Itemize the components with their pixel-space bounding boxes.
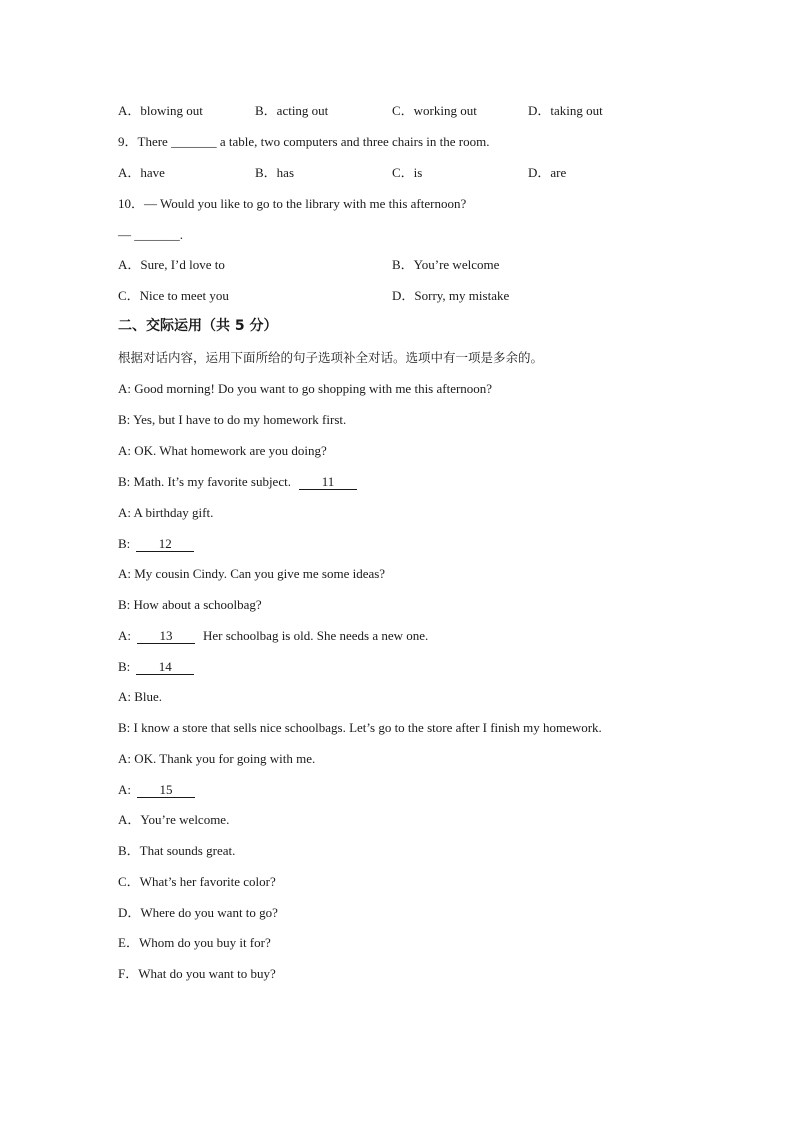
dialogue-text: Good morning! Do you want to go shopping with me this afternoon? bbox=[134, 381, 493, 396]
option-text: taking out bbox=[550, 103, 603, 118]
option-letter: A． bbox=[118, 812, 141, 827]
section-heading: 二、交际运用（共 5 分） bbox=[118, 318, 278, 334]
option-letter: E． bbox=[118, 935, 139, 950]
dialogue-line bbox=[118, 412, 346, 428]
option-text: That sounds great. bbox=[139, 843, 236, 858]
speaker: B: bbox=[118, 536, 131, 551]
option-text: Whom do you buy it for? bbox=[138, 935, 271, 950]
q9-blank[interactable]: _______ bbox=[171, 134, 217, 149]
q9-suffix: a table, two computers and three chairs in the room. bbox=[219, 134, 490, 149]
option-text: You’re welcome bbox=[413, 257, 500, 272]
option-text: Sure, I’d love to bbox=[140, 257, 225, 272]
speaker: A: bbox=[118, 782, 131, 797]
dialogue-line bbox=[118, 443, 327, 459]
option-text: are bbox=[550, 165, 567, 180]
option-text: Where do you want to go? bbox=[140, 905, 278, 920]
dialogue-text: OK. What homework are you doing? bbox=[134, 443, 327, 458]
choice-option-d[interactable] bbox=[118, 905, 278, 921]
speaker: A: bbox=[118, 443, 131, 458]
option-letter: B． bbox=[118, 843, 140, 858]
option-text: What’s her favorite color? bbox=[139, 874, 276, 889]
section-instruction: 根据对话内容，运用下面所给的句子选项补全对话。选项中有一项是多余的。 bbox=[118, 350, 544, 365]
option-letter: D． bbox=[528, 103, 551, 118]
dialogue-line bbox=[118, 566, 385, 582]
dialogue-text: Math. It’s my favorite subject. bbox=[133, 474, 291, 489]
dialogue-line bbox=[118, 505, 213, 521]
answer-blank-11[interactable]: 11 bbox=[299, 475, 357, 490]
dialogue-line bbox=[118, 536, 194, 552]
option-letter: C． bbox=[392, 165, 414, 180]
option-text: working out bbox=[413, 103, 477, 118]
dialogue-line bbox=[118, 659, 194, 675]
q8-option-c[interactable] bbox=[392, 103, 477, 119]
choice-option-b[interactable] bbox=[118, 843, 235, 859]
answer-blank-13[interactable]: 13 bbox=[137, 629, 195, 644]
option-letter: D． bbox=[392, 288, 415, 303]
speaker: A: bbox=[118, 628, 131, 643]
option-text: have bbox=[140, 165, 165, 180]
q8-option-b[interactable] bbox=[255, 103, 328, 119]
choice-option-c[interactable] bbox=[118, 874, 276, 890]
option-text: acting out bbox=[276, 103, 329, 118]
dialogue-text: How about a schoolbag? bbox=[133, 597, 262, 612]
speaker: B: bbox=[118, 659, 131, 674]
option-text: has bbox=[276, 165, 295, 180]
dialogue-text: Her schoolbag is old. She needs a new one. bbox=[203, 628, 429, 643]
speaker: B: bbox=[118, 720, 131, 735]
speaker: B: bbox=[118, 597, 131, 612]
option-letter: D． bbox=[118, 905, 141, 920]
choice-option-a[interactable] bbox=[118, 812, 229, 828]
dialogue-text: I know a store that sells nice schoolbags. Let’s go to the store after I finish my homework. bbox=[133, 720, 602, 735]
dialogue-line bbox=[118, 628, 428, 644]
q10-option-a[interactable] bbox=[118, 257, 225, 273]
option-letter: B． bbox=[255, 103, 277, 118]
choice-option-f[interactable] bbox=[118, 966, 276, 982]
q9-option-d[interactable] bbox=[528, 165, 566, 181]
option-letter: A． bbox=[118, 103, 141, 118]
option-letter: C． bbox=[118, 874, 140, 889]
q9-prefix: 9．There bbox=[118, 134, 168, 149]
dialogue-line bbox=[118, 751, 315, 767]
dialogue-text: Yes, but I have to do my homework first. bbox=[133, 412, 347, 427]
q9-option-a[interactable] bbox=[118, 165, 165, 181]
option-text: You’re welcome. bbox=[140, 812, 230, 827]
speaker: B: bbox=[118, 474, 131, 489]
option-letter: C． bbox=[118, 288, 140, 303]
speaker: A: bbox=[118, 751, 131, 766]
dialogue-line bbox=[118, 597, 262, 613]
option-letter: A． bbox=[118, 165, 141, 180]
dialogue-line bbox=[118, 720, 602, 736]
option-letter: D． bbox=[528, 165, 551, 180]
answer-blank-15[interactable]: 15 bbox=[137, 783, 195, 798]
speaker: A: bbox=[118, 381, 131, 396]
q9-option-b[interactable] bbox=[255, 165, 294, 181]
speaker: A: bbox=[118, 566, 131, 581]
option-text: Sorry, my mistake bbox=[414, 288, 510, 303]
dialogue-text: Blue. bbox=[134, 689, 163, 704]
dialogue-line bbox=[118, 782, 195, 798]
dialogue-line bbox=[118, 474, 357, 490]
q8-option-d[interactable] bbox=[528, 103, 603, 119]
speaker: A: bbox=[118, 505, 131, 520]
choice-option-e[interactable] bbox=[118, 935, 271, 951]
option-letter: C． bbox=[392, 103, 414, 118]
option-letter: A． bbox=[118, 257, 141, 272]
option-text: What do you want to buy? bbox=[138, 966, 276, 981]
q10-option-b[interactable] bbox=[392, 257, 499, 273]
dialogue-line bbox=[118, 689, 162, 705]
answer-blank-14[interactable]: 14 bbox=[136, 660, 194, 675]
dialogue-text: My cousin Cindy. Can you give me some ideas? bbox=[134, 566, 386, 581]
speaker: A: bbox=[118, 689, 131, 704]
q9-option-c[interactable] bbox=[392, 165, 422, 181]
dialogue-line bbox=[118, 381, 492, 397]
q10-stem: 10．— Would you like to go to the library with me this afternoon? bbox=[118, 196, 467, 211]
q10-option-c[interactable] bbox=[118, 288, 229, 304]
q10-option-d[interactable] bbox=[392, 288, 509, 304]
option-text: is bbox=[413, 165, 423, 180]
option-letter: F． bbox=[118, 966, 139, 981]
dialogue-text: OK. Thank you for going with me. bbox=[134, 751, 316, 766]
q9-stem bbox=[118, 134, 489, 150]
option-letter: B． bbox=[392, 257, 414, 272]
q10-reply[interactable]: — _______. bbox=[118, 227, 183, 242]
q8-option-a[interactable] bbox=[118, 103, 203, 119]
option-letter: B． bbox=[255, 165, 277, 180]
option-text: Nice to meet you bbox=[139, 288, 229, 303]
answer-blank-12[interactable]: 12 bbox=[136, 537, 194, 552]
dialogue-text: A birthday gift. bbox=[133, 505, 214, 520]
speaker: B: bbox=[118, 412, 131, 427]
option-text: blowing out bbox=[140, 103, 203, 118]
